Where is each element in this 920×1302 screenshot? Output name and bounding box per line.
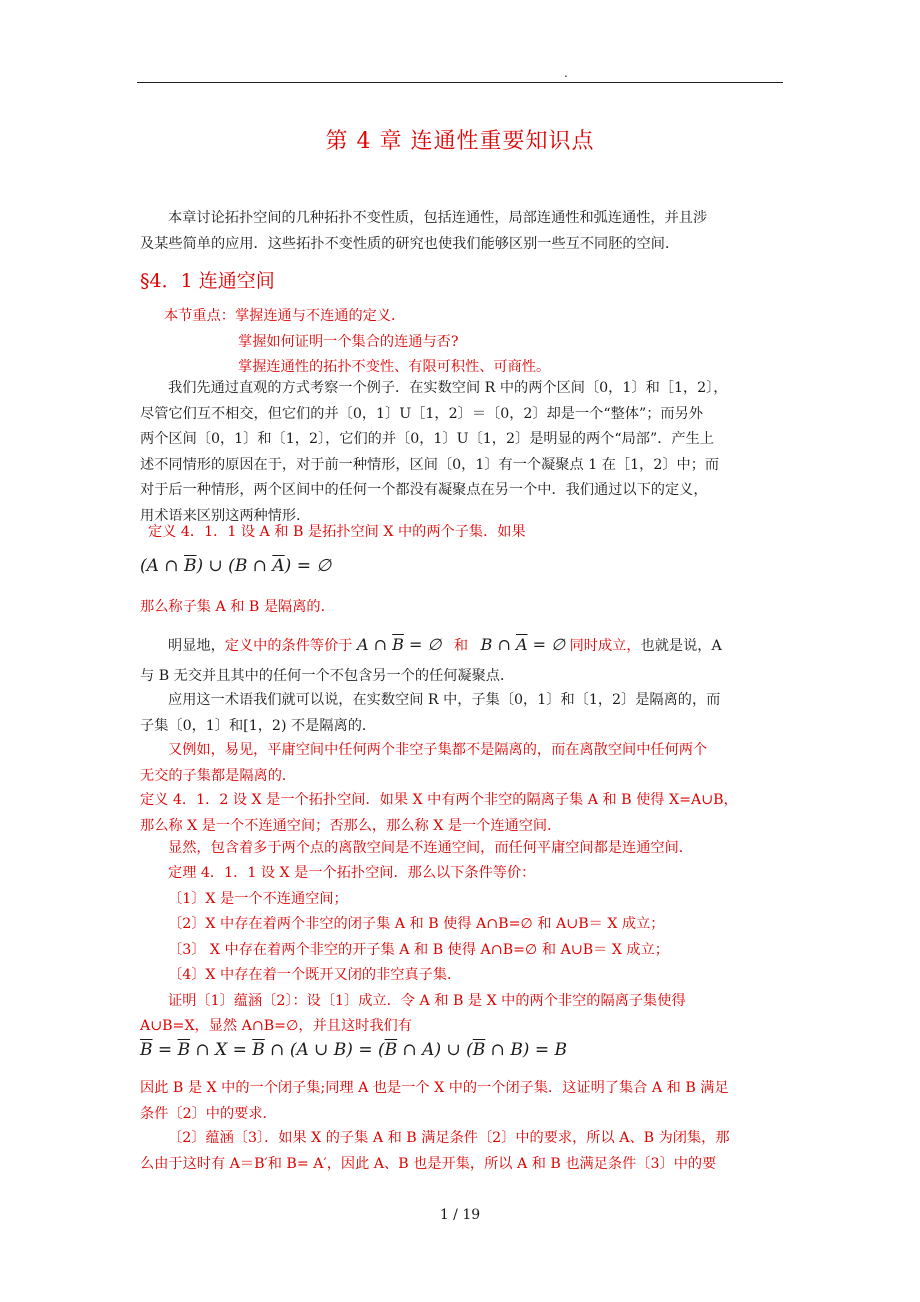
focus-line: 本节重点：掌握连通与不连通的定义． (164, 308, 406, 324)
equiv-text-c: 和 (453, 638, 469, 654)
application-paragraph (140, 688, 780, 739)
conclusion-line: 条件〔2〕中的要求． (140, 1105, 277, 1122)
section-focus (140, 304, 780, 381)
example-line: 我们先通过直观的方式考察一个例子．在实数空间 R 中的两个区间〔0，1〕和［1，2〕， (168, 380, 728, 396)
proof-conclusion (140, 1076, 780, 1127)
definition-1-conclusion: 那么称子集 A 和 B 是隔离的． (140, 599, 335, 615)
step-line: 〔2〕蕴涵〔3〕．如果 X 的子集 A 和 B 满足条件〔2〕中的要求，所以 A、B 为闭集，那 (168, 1130, 730, 1146)
example-2-line: 又例如，易见，平庸空间中任何两个非空子集都不是隔离的，而在离散空间中任何两个 (168, 742, 708, 758)
example-line: 两个区间〔0，1〕和〔1，2〕，它们的并〔0，1〕U〔1，2〕是明显的两个“局部”．产生上 (140, 431, 714, 447)
header-rule (137, 82, 783, 83)
proof-step-2 (140, 1126, 780, 1177)
example-line: 用术语来区别这两种情形． (140, 507, 311, 524)
definition-2 (140, 788, 780, 839)
equiv-text-d: 同时成立， (569, 638, 641, 654)
theorem-line: 定理 4．1．1 设 X 是一个拓扑空间．那么以下条件等价： (168, 865, 536, 881)
equiv-text-b: 定义中的条件等价于 (224, 638, 353, 654)
intro-line: 及某些简单的应用．这些拓扑不变性质的研究也使我们能够区别一些互不同胚的空间． (140, 235, 680, 252)
chapter-title: 第 4 章 连通性重要知识点 (325, 129, 595, 154)
application-line: 应用这一术语我们就可以说，在实数空间 R 中，子集〔0，1〕和〔1，2〕是隔离的，而 (168, 692, 721, 708)
intro-line: 本章讨论拓扑空间的几种拓扑不变性质，包括连通性，局部连通性和弧连通性，并且涉 (168, 210, 708, 226)
remark-paragraph (140, 836, 780, 862)
example-2-line: 无交的子集都是隔离的． (140, 767, 297, 784)
definition-2-line: 定义 4．1．2 设 X 是一个拓扑空间．如果 X 中有两个非空的隔离子集 A 和 B 使得 X=A∪B， (140, 792, 738, 808)
condition-item: 〔4〕X 中存在着一个既开又闭的非空真子集． (168, 967, 462, 983)
example-paragraph (140, 376, 780, 529)
definition-2-line: 那么称 X 是一个不连通空间；否那么，那么称 X 是一个连通空间． (140, 817, 562, 834)
separation-formula: (A ∩ $\overline{B}$) ∪ (B ∩ $\overline{A}$) = ∅ (140, 556, 332, 576)
proof-line: 证明〔1〕蕴涵〔2〕：设〔1〕成立．令 A 和 B 是 X 中的两个非空的隔离子集使得 (168, 992, 686, 1009)
section-heading: §4．1 连通空间 (140, 270, 275, 292)
example-line: 述不同情形的原因在于，对于前一种情形，区间〔0，1〕有一个凝聚点 1 在［1，2〕中；而 (140, 456, 720, 473)
theorem (140, 861, 780, 1040)
equivalence-paragraph (140, 632, 780, 689)
closure-equation: $\overline{B} = \overline{B}$ ∩ $X = \overline{B}$ ∩ (A ∪ $B) = (\overline{B}$ ∩ A) ∪ ($\overline{B}$ ∩ B) = B (140, 1040, 567, 1060)
condition-item: 〔3〕 X 中存在着两个非空的开子集 A 和 B 使得 A∩B=∅ 和 A∪B＝ X 成立； (168, 941, 669, 958)
example-line: 对于后一种情形，两个区间中的任何一个都没有凝聚点在另一个中．我们通过以下的定义， (140, 482, 708, 498)
example-2-paragraph (140, 738, 780, 789)
page-number: 1 / 19 (439, 1207, 481, 1223)
intro-paragraph (140, 206, 780, 257)
condition-item: 〔1〕X 是一个不连通空间； (168, 890, 348, 907)
focus-line: 掌握连通性的拓扑不变性、有限可积性、可商性。 (238, 359, 551, 375)
example-line: 尽管它们互不相交，但它们的并〔0，1〕U［1，2〕＝〔0，2〕却是一个“整体”；而另外 (140, 405, 703, 422)
condition-item: 〔2〕X 中存在着两个非空的闭子集 A 和 B 使得 A∩B=∅ 和 A∪B＝ X 成立； (168, 916, 665, 932)
proof-line: A∪B=X，显然 A∩B=∅，并且这时我们有 (140, 1018, 412, 1034)
equiv-line: 与 B 无交并且其中的任何一个不包含另一个的任何凝聚点． (140, 667, 515, 684)
step-line: 么由于这时有 A＝B′和 B= A′，因此 A、B 也是开集，所以 A 和 B 也满足条件〔3〕中的要 (140, 1155, 717, 1172)
equiv-text-e: 也就是说，A (640, 638, 722, 654)
conclusion-line: 因此 B 是 X 中的一个闭子集;同理 A 也是一个 X 中的一个闭子集．这证明了集合 A 和 B 满足 (140, 1080, 729, 1096)
equiv-text-a: 明显地， (168, 638, 225, 654)
focus-line: 掌握如何证明一个集合的连通与否? (238, 333, 459, 350)
header-dot: . (564, 66, 568, 80)
equiv-formula-2: B ∩ $\overline{A}$ = ∅ (480, 635, 566, 654)
remark-line: 显然，包含着多于两个点的离散空间是不连通空间，而任何平庸空间都是连通空间． (168, 840, 693, 856)
application-line: 子集〔0，1〕和[1，2) 不是隔离的． (140, 717, 377, 734)
definition-1: 定义 4．1．1 设 A 和 B 是拓扑空间 X 中的两个子集．如果 (148, 524, 526, 540)
equiv-formula-1: A ∩ $\overline{B}$ = ∅ (356, 635, 442, 654)
